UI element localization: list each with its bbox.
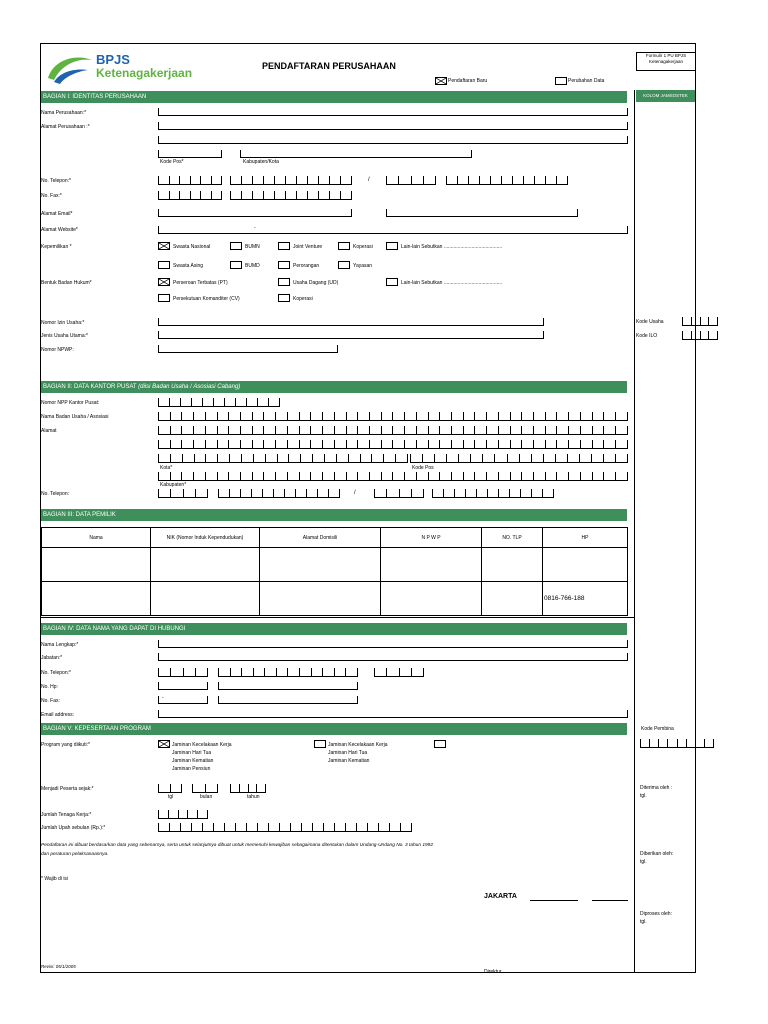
fax-area-field[interactable] <box>158 191 222 200</box>
own-koperasi-checkbox[interactable] <box>338 242 350 250</box>
diterima-label: Diterima oleh : <box>640 785 673 791</box>
sejak-bulan-field[interactable] <box>192 784 218 793</box>
diberikan-label: Diberikan oleh: <box>640 851 674 857</box>
kepemilikan-label: Kepemilikan * <box>41 244 72 250</box>
fax-label: No. Fax:* <box>41 193 62 199</box>
email-field-2[interactable] <box>386 209 578 217</box>
contact-nama-field[interactable] <box>158 640 628 648</box>
contact-fax-field-2[interactable] <box>218 696 358 704</box>
program-label: Program yang diikuti:* <box>41 742 90 748</box>
jenis-usaha-label: Jenis Usaha Utama:* <box>41 333 88 339</box>
program-col2-item-2: Jaminan Hari Tua <box>328 750 368 756</box>
owner-nik-cell[interactable] <box>151 582 260 616</box>
col-npwp: N P W P <box>381 528 482 548</box>
section4-header: BAGIAN IV: DATA NAMA YANG DAPAT DI HUBUNGI <box>41 623 627 635</box>
nama-perusahaan-label: Nama Perusahaan:* <box>41 110 87 116</box>
npwp-label: Nomor NPWP: <box>41 347 74 353</box>
website-label: Alamat Website* <box>41 227 78 233</box>
contact-nama-label: Nama Lengkap:* <box>41 642 79 648</box>
owner-alamat-cell[interactable] <box>260 582 381 616</box>
sidebar-title: KOLOM JAMSOSTEK <box>636 90 695 102</box>
telepon-label: No. Telepon:* <box>41 178 71 184</box>
telepon-kp-area-field[interactable] <box>158 489 208 498</box>
kode-ilo-field[interactable] <box>682 331 718 340</box>
own-bumd-label: BUMD <box>245 263 260 269</box>
col-nama: Nama <box>42 528 151 548</box>
owner-alamat-cell[interactable] <box>260 548 381 582</box>
contact-hp-field-2[interactable] <box>218 682 358 690</box>
contact-jabatan-field[interactable] <box>158 653 628 661</box>
telepon-kp-number-field[interactable] <box>218 489 340 498</box>
new-registration-label: Pendaftaran Baru <box>448 78 488 84</box>
upah-label: Jumlah Upah sebulan (Rp.):* <box>41 825 106 831</box>
own-bumn-checkbox[interactable] <box>230 242 242 250</box>
contact-hp-label: No. Hp: <box>41 684 58 690</box>
bpjs-logo <box>44 52 234 86</box>
owner-table-header <box>42 528 628 548</box>
contact-telepon-label: No. Telepon:* <box>41 670 71 676</box>
section2-title-note: (diisi Badan Usaha / Asosiasi Cabang) <box>138 384 241 390</box>
col-nik: NIK (Nomor Induk Kependudukan) <box>151 528 260 548</box>
bh-cv-label: Persekutuan Komanditer (CV) <box>173 296 240 302</box>
owner-hp-cell[interactable] <box>543 582 628 616</box>
peserta-sejak-label: Menjadi Peserta sejak:* <box>41 786 94 792</box>
page-title: PENDAFTARAN PERUSAHAAN <box>262 61 396 71</box>
program-col1-item-4: Jaminan Pensiun <box>172 766 211 772</box>
sidebar-column <box>634 90 697 973</box>
section5-header: BAGIAN V: KEPESERTAAN PROGRAM <box>41 723 627 735</box>
table-row <box>42 582 628 616</box>
owner-hp-cell[interactable] <box>543 548 628 582</box>
own-lainlain-checkbox[interactable] <box>386 242 398 250</box>
kode-pos-kp-label: Kode Pos <box>412 465 434 471</box>
own-yayasan-checkbox[interactable] <box>338 261 350 269</box>
program-col3-checkbox[interactable] <box>434 740 446 748</box>
program-col2-checkbox[interactable] <box>314 740 326 748</box>
form-code-1: Formulir 1 PU BPJS <box>645 53 687 58</box>
date-line-2 <box>592 900 628 901</box>
col-tlp: NO. TLP <box>482 528 543 548</box>
nama-perusahaan-field[interactable] <box>158 108 628 116</box>
kode-pos-kp-field[interactable] <box>410 454 628 463</box>
telepon-number-field-2[interactable] <box>446 176 568 185</box>
bh-ud-label: Usaha Dagang (UD) <box>293 280 339 286</box>
own-swasta-nasional-label: Swasta Nasional <box>173 244 211 250</box>
kode-usaha-field[interactable] <box>682 317 718 326</box>
new-registration-checkbox[interactable] <box>435 77 447 85</box>
kabupaten-label: Kabupaten/Kota <box>243 159 279 165</box>
telepon-slash: / <box>368 177 370 183</box>
kabupaten-kp-field[interactable] <box>158 472 628 481</box>
kabupaten-kp-label: Kabupaten* <box>160 482 187 488</box>
diproses-tgl: tgl. <box>640 919 647 925</box>
own-perorangan-label: Perorangan <box>293 263 320 269</box>
bh-cv-checkbox[interactable] <box>158 294 170 302</box>
logo-text-ketenagakerjaan: Ketenagakerjaan <box>96 66 193 80</box>
alamat-perusahaan-field-1[interactable] <box>158 122 628 130</box>
telepon-kp-slash: / <box>354 490 356 496</box>
telepon-number-field[interactable] <box>230 176 352 185</box>
kota-label: Kota* <box>160 465 173 471</box>
diberikan-tgl: tgl. <box>640 859 647 865</box>
badan-usaha-label: Nama Badan Usaha / Asosiasi <box>41 414 109 420</box>
own-lainlain-label: Lain-lain Sebutkan .......................................... <box>401 244 503 250</box>
badan-usaha-field[interactable] <box>158 412 628 421</box>
own-bumn-label: BUMN <box>245 244 260 250</box>
city-label: JAKARTA <box>484 893 517 900</box>
col-alamat: Alamat Domisili <box>260 528 381 548</box>
contact-hp-field-1[interactable] <box>158 682 208 690</box>
kabupaten-field[interactable] <box>240 150 472 158</box>
contact-telepon-area-field[interactable] <box>158 668 208 677</box>
telepon-area-field[interactable] <box>158 176 222 185</box>
program-col1-item-1: Jaminan Kecelakaan Kerja <box>172 742 232 748</box>
bh-koperasi-label: Koperasi <box>293 296 313 302</box>
owner-npwp-cell[interactable] <box>381 582 482 616</box>
kode-pos-label: Kode Pos* <box>160 159 184 165</box>
owner-nik-cell[interactable] <box>151 548 260 582</box>
bh-pt-label: Perseroan Terbatas (PT) <box>173 280 228 286</box>
upah-field[interactable] <box>158 823 412 832</box>
col-hp: HP <box>543 528 628 548</box>
table-row <box>42 548 628 582</box>
npp-label: Nomor NPP Kantor Pusat: <box>41 400 100 406</box>
own-swasta-asing-checkbox[interactable] <box>158 261 170 269</box>
owner-tlp-cell[interactable] <box>482 582 543 616</box>
izin-usaha-field[interactable] <box>158 318 544 326</box>
contact-fax-label: No. Fax: <box>41 698 60 704</box>
program-col1-checkbox[interactable] <box>158 740 170 748</box>
telepon-kp-area-field-2[interactable] <box>374 489 424 498</box>
data-change-label: Perubahan Data <box>568 78 605 84</box>
program-col1-item-2: Jaminan Hari Tua <box>172 750 212 756</box>
tenaga-kerja-label: Jumlah Tenaga Kerja:* <box>41 812 92 818</box>
program-col2-item-3: Jaminan Kematian <box>328 758 370 764</box>
kode-usaha-label: Kode Usaha <box>636 319 664 325</box>
contact-telepon-ext-field[interactable] <box>374 668 424 677</box>
contact-jabatan-label: Jabatan:* <box>41 655 63 661</box>
own-koperasi-label: Koperasi <box>353 244 373 250</box>
own-swasta-asing-label: Swasta Asing <box>173 263 204 269</box>
sejak-tahun-label: tahun <box>247 794 260 800</box>
revisi-label: Revisi: 05/1/2005 <box>41 964 76 969</box>
telepon-kp-number-field-2[interactable] <box>432 489 554 498</box>
izin-usaha-label: Nomor Izin Usaha:* <box>41 320 85 326</box>
kota-field[interactable] <box>158 454 408 463</box>
owner-hp-value: 0816-766-188 <box>544 595 585 602</box>
own-yayasan-label: Yayasan <box>353 263 373 269</box>
own-joint-venture-checkbox[interactable] <box>278 242 290 250</box>
contact-fax-field-1[interactable] <box>158 696 208 704</box>
alamat-kp-field-2[interactable] <box>158 440 628 449</box>
contact-email-field[interactable] <box>158 710 628 718</box>
diterima-tgl: tgl. <box>640 793 647 799</box>
program-col2-item-1: Jaminan Kecelakaan Kerja <box>328 742 388 748</box>
statement-line-1: Pendaftaran ini dibuat berdasarkan data yang sebenarnya, serta untuk selanjutnya dibuat untuk memenuhi kewajiban sebagaimana ditentukan dalam Undang-Undang No. 3 tahun 1992 <box>41 843 434 848</box>
section1-header: BAGIAN I: IDENTITAS PERUSAHAAN <box>41 91 627 103</box>
statement-line-2: dan peraturan pelaksanaannya. <box>41 852 109 857</box>
npp-field[interactable] <box>158 398 280 407</box>
owner-nama-cell[interactable] <box>42 548 151 582</box>
jenis-usaha-field[interactable] <box>158 331 544 339</box>
sejak-bulan-label: bulan <box>200 794 213 800</box>
direktur-label: Direktur <box>484 969 502 975</box>
wajib-note: * Wajib di isi <box>41 876 69 882</box>
telepon-area-field-2[interactable] <box>386 176 436 185</box>
program-col1-item-3: Jaminan Kematian <box>172 758 214 764</box>
own-swasta-nasional-checkbox[interactable] <box>158 242 170 250</box>
bh-koperasi-checkbox[interactable] <box>278 294 290 302</box>
section3-divider <box>41 617 634 618</box>
badan-hukum-label: Bentuk Badan Hukum* <box>41 280 92 286</box>
own-bumd-checkbox[interactable] <box>230 261 242 269</box>
sejak-tgl-label: tgl <box>168 794 174 800</box>
data-change-checkbox[interactable] <box>555 77 567 85</box>
telepon-kp-label: No. Telepon: <box>41 491 69 497</box>
owner-tlp-cell[interactable] <box>482 548 543 582</box>
own-perorangan-checkbox[interactable] <box>278 261 290 269</box>
contact-telepon-number-field[interactable] <box>218 668 358 677</box>
website-field[interactable] <box>158 226 628 234</box>
bpjs-logo-icon <box>44 52 96 86</box>
kode-pembina-label: Kode Pembina <box>641 726 674 732</box>
alamat-perusahaan-field-2[interactable] <box>158 136 628 144</box>
owner-nama-cell[interactable] <box>42 582 151 616</box>
own-joint-venture-label: Joint Venture <box>293 244 323 250</box>
logo-text-bpjs: BPJS <box>96 52 130 67</box>
tenaga-kerja-field[interactable] <box>158 810 208 819</box>
contact-email-label: Email address: <box>41 712 75 718</box>
bh-lainlain-label: Lain-lain Sebutkan .......................................... <box>401 280 503 286</box>
bh-ud-checkbox[interactable] <box>278 278 290 286</box>
diproses-label: Diproses oleh: <box>640 911 672 917</box>
alamat-kp-label: Alamat <box>41 428 57 434</box>
alamat-perusahaan-label: Alamat Perusahaan :* <box>41 124 90 130</box>
date-line-1 <box>530 900 578 901</box>
bh-pt-checkbox[interactable] <box>158 278 170 286</box>
section2-header <box>41 381 627 393</box>
owner-npwp-cell[interactable] <box>381 548 482 582</box>
kode-ilo-label: Kode ILO <box>636 333 658 339</box>
contact-fax-dash: - <box>162 695 164 701</box>
bh-lainlain-checkbox[interactable] <box>386 278 398 286</box>
form-code-box <box>636 52 696 71</box>
section2-title: BAGIAN II: DATA KANTOR PUSAT <box>43 384 137 390</box>
email-label: Alamat Email* <box>41 211 73 217</box>
section3-header: BAGIAN III: DATA PEMILIK <box>41 509 627 521</box>
sejak-tgl-field[interactable] <box>158 784 182 793</box>
sejak-tahun-field[interactable] <box>230 784 266 793</box>
kode-pembina-field[interactable] <box>640 739 714 748</box>
kode-pos-field[interactable] <box>158 150 222 158</box>
form-code-2: Ketenagakerjaan <box>648 59 684 64</box>
website-dash: - <box>254 225 256 231</box>
alamat-kp-field-1[interactable] <box>158 426 628 435</box>
fax-number-field[interactable] <box>230 191 352 200</box>
email-field-1[interactable] <box>158 209 352 217</box>
owner-table <box>41 527 628 616</box>
npwp-field[interactable] <box>158 345 338 353</box>
